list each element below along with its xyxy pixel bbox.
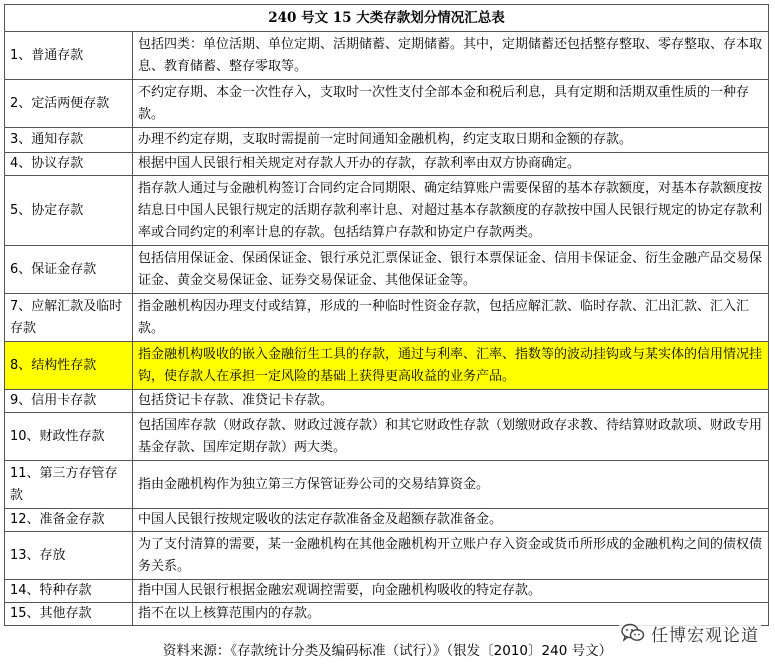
table-body — [5, 32, 769, 626]
table-row — [5, 509, 769, 532]
table-row — [5, 580, 769, 603]
deposit-type-description: 包括国库存款（财政存款、财政过渡存款）和其它财政性存款（划缴财政存求教、待结算财政款项、财政专用基金存款、国库定期存款）两大类。 — [133, 413, 769, 461]
deposit-type-description: 包括四类：单位活期、单位定期、活期储蓄、定期储蓄。其中，定期储蓄还包括整存整取、零存整取、存本取息、教育储蓄、整存零取等。 — [133, 32, 769, 80]
table-row — [5, 153, 769, 176]
deposit-type-name: 1、普通存款 — [5, 32, 133, 80]
deposit-type-name: 5、协定存款 — [5, 176, 133, 246]
deposit-classification-table — [4, 4, 769, 626]
deposit-type-name: 15、其他存款 — [5, 603, 133, 626]
table-title: 240 号文 15 大类存款划分情况汇总表 — [5, 5, 769, 32]
deposit-type-description: 指中国人民银行根据金融宏观调控需要，向金融机构吸收的特定存款。 — [133, 580, 769, 603]
watermark-text: 任博宏观论道 — [651, 625, 759, 646]
deposit-type-description: 包括贷记卡存款、准贷记卡存款。 — [133, 390, 769, 413]
table-row — [5, 128, 769, 153]
table-row — [5, 176, 769, 246]
deposit-type-name: 3、通知存款 — [5, 128, 133, 153]
deposit-type-name: 4、协议存款 — [5, 153, 133, 176]
deposit-type-name: 11、第三方存管存款 — [5, 461, 133, 509]
deposit-type-name: 12、准备金存款 — [5, 509, 133, 532]
table-row — [5, 342, 769, 390]
deposit-type-name: 10、财政性存款 — [5, 413, 133, 461]
table-row — [5, 413, 769, 461]
table-row — [5, 390, 769, 413]
summary-table-container — [4, 4, 769, 626]
table-row — [5, 246, 769, 294]
table-row — [5, 532, 769, 580]
deposit-type-description: 办理不约定存期，支取时需提前一定时间通知金融机构，约定支取日期和金额的存款。 — [133, 128, 769, 153]
deposit-type-name: 2、定活两便存款 — [5, 80, 133, 128]
table-title-row — [5, 5, 769, 32]
deposit-type-description: 指金融机构因办理支付或结算，形成的一种临时性资金存款，包括应解汇款、临时存款、汇出汇款、汇入汇款。 — [133, 294, 769, 342]
deposit-type-description: 指存款人通过与金融机构签订合同约定合同期限、确定结算账户需要保留的基本存款额度，对基本存款额度按结息日中国人民银行规定的活期存款利率计息、对超过基本存款额度的存款按中国人民银行规定的协定存款利率或合同约定的利率计息的存款。包括结算户存款和协定户存款两类。 — [133, 176, 769, 246]
table-row — [5, 461, 769, 509]
table-row — [5, 32, 769, 80]
deposit-type-description: 中国人民银行按规定吸收的法定存款准备金及超额存款准备金。 — [133, 509, 769, 532]
deposit-type-description: 包括信用保证金、保函保证金、银行承兑汇票保证金、银行本票保证金、信用卡保证金、衍生金融产品交易保证金、黄金交易保证金、证券交易保证金、其他保证金等。 — [133, 246, 769, 294]
deposit-type-description: 指金融机构吸收的嵌入金融衍生工具的存款，通过与利率、汇率、指数等的波动挂钩或与某实体的信用情况挂钩，使存款人在承担一定风险的基础上获得更高收益的业务产品。 — [133, 342, 769, 390]
deposit-type-description: 不约定存期、本金一次性存入，支取时一次性支付全部本金和税后利息，具有定期和活期双重性质的一种存款。 — [133, 80, 769, 128]
deposit-type-description: 为了支付清算的需要，某一金融机构在其他金融机构开立账户存入资金或货币所形成的金融机构之间的债权债务关系。 — [133, 532, 769, 580]
table-row — [5, 80, 769, 128]
deposit-type-description: 根据中国人民银行相关规定对存款人开办的存款，存款利率由双方协商确定。 — [133, 153, 769, 176]
deposit-type-name: 14、特种存款 — [5, 580, 133, 603]
wechat-icon — [621, 623, 645, 643]
deposit-type-name: 8、结构性存款 — [5, 342, 133, 390]
deposit-type-description: 指不在以上核算范围内的存款。 — [133, 603, 769, 626]
deposit-type-name: 9、信用卡存款 — [5, 390, 133, 413]
table-row — [5, 294, 769, 342]
source-note: 资料来源：《存款统计分类及编码标准（试行）》（银发〔2010〕240 号文） — [162, 643, 613, 659]
deposit-type-name: 13、存放 — [5, 532, 133, 580]
deposit-type-name: 7、应解汇款及临时存款 — [5, 294, 133, 342]
deposit-type-description: 指由金融机构作为独立第三方保管证券公司的交易结算资金。 — [133, 461, 769, 509]
watermark — [619, 621, 761, 645]
deposit-type-name: 6、保证金存款 — [5, 246, 133, 294]
